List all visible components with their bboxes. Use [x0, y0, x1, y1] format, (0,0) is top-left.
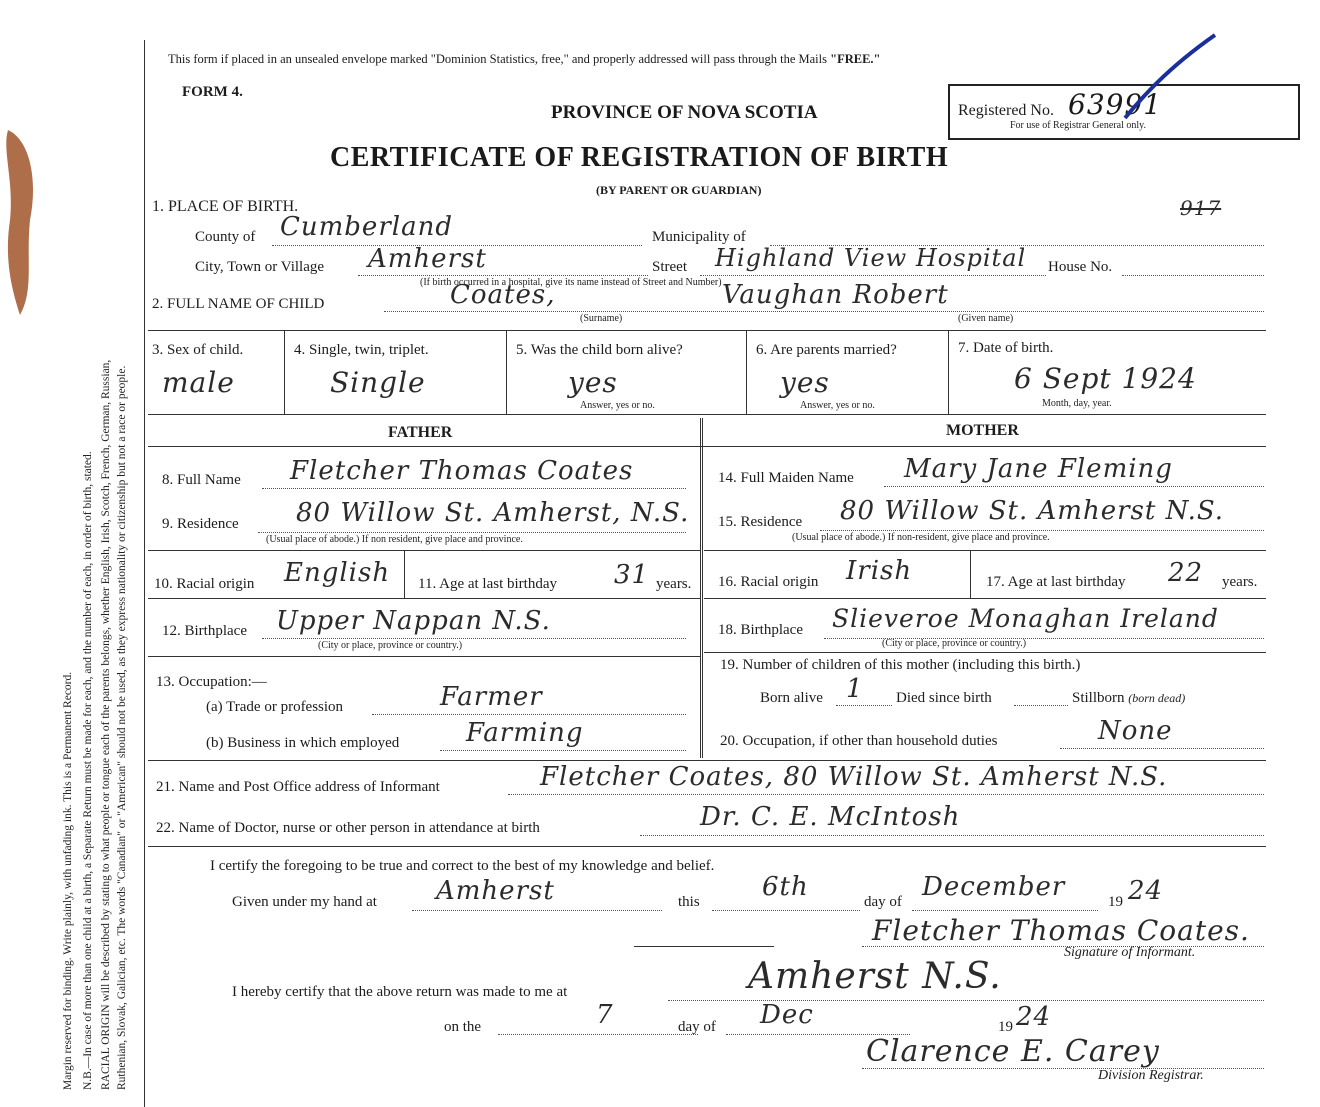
place-heading: 1. PLACE OF BIRTH. — [152, 198, 299, 215]
father-name-value: Fletcher Thomas Coates — [290, 456, 634, 486]
given-place: Amherst — [436, 876, 555, 906]
mother-name-value: Mary Jane Fleming — [904, 454, 1173, 484]
this-label: this — [678, 894, 700, 910]
registrar-signature: Clarence E. Carey — [866, 1034, 1160, 1069]
binding-rule — [144, 40, 145, 1107]
mother-residence-label: 15. Residence — [718, 514, 803, 530]
year-prefix: 19 — [1108, 894, 1123, 910]
month-value: December — [922, 872, 1066, 902]
registration-note: For use of Registrar General only. — [1010, 120, 1146, 131]
registrar-day-of-label: day of — [678, 1019, 716, 1035]
certificate-subtitle: (BY PARENT OR GUARDIAN) — [596, 183, 762, 197]
registration-label: Registered No. — [958, 102, 1054, 119]
mother-age-value: 22 — [1168, 558, 1204, 588]
alive-value: yes — [568, 366, 618, 399]
mother-heading: MOTHER — [946, 422, 1019, 439]
married-label: 6. Are parents married? — [756, 342, 897, 358]
plurality-label: 4. Single, twin, triplet. — [294, 342, 429, 358]
alive-answer-note: Answer, yes or no. — [580, 400, 655, 411]
alive-label: 5. Was the child born alive? — [516, 342, 683, 358]
dob-value: 6 Sept 1924 — [1014, 362, 1197, 395]
mother-years: years. — [1222, 574, 1258, 590]
father-name-label: 8. Full Name — [162, 472, 241, 488]
father-heading: FATHER — [388, 424, 453, 441]
city-label: City, Town or Village — [195, 259, 325, 275]
mother-age-label: 17. Age at last birthday — [986, 574, 1126, 590]
dob-note: Month, day, year. — [1042, 398, 1112, 409]
registration-number: 63991 — [1068, 88, 1163, 121]
father-business-value: Farming — [466, 718, 584, 748]
street-value: Highland View Hospital — [715, 244, 1027, 272]
registrar-place: Amherst N.S. — [748, 956, 1002, 997]
father-birthplace-label: 12. Birthplace — [162, 623, 247, 639]
born-alive-label: Born alive — [760, 690, 823, 706]
form-number: FORM 4. — [182, 84, 243, 100]
father-racial-label: 10. Racial origin — [154, 576, 255, 592]
stain-mark — [0, 120, 42, 320]
father-age-value: 31 — [614, 560, 650, 590]
born-alive-value: 1 — [846, 674, 864, 704]
margin-note-3: RACIAL ORIGIN will be described by stating to what people or tongue each of the parents belongs, whether English, Irish, Scotch, French, German, Russian, — [100, 359, 112, 1090]
sex-label: 3. Sex of child. — [152, 342, 244, 358]
mother-name-label: 14. Full Maiden Name — [718, 470, 854, 486]
child-given-name: Vaughan Robert — [722, 280, 949, 310]
margin-note-2: N.B.—In case of more than one child at a birth, a Separate Return must be made for each, and the number of each, in order of birth, stated. — [82, 451, 94, 1090]
sex-value: male — [162, 366, 235, 399]
father-occupation-label: 13. Occupation:— — [156, 674, 267, 690]
child-name-label: 2. FULL NAME OF CHILD — [152, 296, 325, 312]
father-racial-value: English — [284, 558, 391, 588]
father-trade-label: (a) Trade or profession — [206, 699, 344, 715]
mail-notice: This form if placed in an unsealed envelope marked "Dominion Statistics, free," and properly addressed will pass through the Mails "FREE." — [168, 52, 881, 66]
on-the-label: on the — [444, 1019, 482, 1035]
mother-birthplace-value: Slieveroe Monaghan Ireland — [832, 604, 1219, 633]
child-surname: Coates, — [450, 280, 556, 310]
father-business-label: (b) Business in which employed — [206, 735, 400, 751]
given-name-note: (Given name) — [958, 313, 1014, 324]
children-label: 19. Number of children of this mother (including this birth.) — [720, 657, 1081, 673]
father-residence-note: (Usual place of abode.) If non resident, give place and province. — [266, 534, 523, 545]
father-trade-value: Farmer — [440, 682, 543, 712]
surname-note: (Surname) — [580, 313, 623, 324]
mother-occupation-label: 20. Occupation, if other than household duties — [720, 733, 998, 749]
hospital-note: (If birth occurred in a hospital, give its name instead of Street and Number) — [420, 277, 722, 288]
registrar-month: Dec — [760, 1000, 814, 1030]
mother-racial-label: 16. Racial origin — [718, 574, 819, 590]
died-since-birth-label: Died since birth — [896, 690, 992, 706]
division-registrar-label: Division Registrar. — [1098, 1068, 1204, 1083]
county-label: County of — [195, 229, 256, 245]
informant-signature: Fletcher Thomas Coates. — [872, 914, 1250, 947]
registrar-year-prefix: 19 — [998, 1019, 1013, 1035]
doctor-value: Dr. C. E. McIntosh — [700, 802, 961, 832]
father-birthplace-value: Upper Nappan N.S. — [276, 606, 551, 636]
father-residence-label: 9. Residence — [162, 516, 239, 532]
father-age-label: 11. Age at last birthday — [418, 576, 557, 592]
registrar-year: 24 — [1016, 1002, 1052, 1032]
married-answer-note: Answer, yes or no. — [800, 400, 875, 411]
year-value: 24 — [1128, 876, 1164, 906]
doctor-label: 22. Name of Doctor, nurse or other person in attendance at birth — [156, 820, 540, 836]
province-title: PROVINCE OF NOVA SCOTIA — [551, 102, 818, 123]
county-value: Cumberland — [280, 212, 453, 242]
city-value: Amherst — [368, 244, 487, 274]
corner-number: 917 — [1180, 196, 1222, 220]
blue-check-mark — [1120, 30, 1220, 130]
day-value: 6th — [762, 872, 809, 902]
certificate-title: CERTIFICATE OF REGISTRATION OF BIRTH — [330, 142, 949, 173]
father-birthplace-note: (City or place, province or country.) — [318, 640, 463, 651]
father-residence-value: 80 Willow St. Amherst, N.S. — [296, 498, 690, 528]
dob-label: 7. Date of birth. — [958, 340, 1054, 356]
day-of-label: day of — [864, 894, 902, 910]
registrar-statement: I hereby certify that the above return was made to me at — [232, 984, 568, 1000]
mother-birthplace-label: 18. Birthplace — [718, 622, 803, 638]
father-years: years. — [656, 576, 692, 592]
street-label: Street — [652, 259, 687, 275]
margin-note-1: Margin reserved for binding. Write plainly, with unfading ink. This is a Permanent Record. — [62, 671, 74, 1090]
certification-statement: I certify the foregoing to be true and correct to the best of my knowledge and belief. — [210, 858, 715, 874]
mother-residence-note: (Usual place of abode.) If non-resident, give place and province. — [792, 532, 1050, 543]
margin-note-4: Ruthenian, Slovak, Galician, etc. The words "Canadian" or "American" should not be used, as they express nationality or citizenship but not a race or people. — [116, 365, 128, 1090]
mother-occupation-value: None — [1098, 716, 1173, 746]
mother-birthplace-note: (City or place, province or country.) — [882, 638, 1027, 649]
mother-residence-value: 80 Willow St. Amherst N.S. — [840, 496, 1225, 526]
municipality-label: Municipality of — [652, 229, 746, 245]
married-value: yes — [780, 366, 830, 399]
plurality-value: Single — [330, 366, 426, 399]
given-under-label: Given under my hand at — [232, 894, 377, 910]
registrar-day: 7 — [596, 1000, 614, 1030]
mother-racial-value: Irish — [846, 556, 913, 586]
house-label: House No. — [1048, 259, 1113, 275]
informant-value: Fletcher Coates, 80 Willow St. Amherst N.S. — [540, 762, 1168, 792]
stillborn-label: Stillborn (born dead) — [1072, 690, 1186, 706]
informant-label: 21. Name and Post Office address of Informant — [156, 779, 440, 795]
signature-informant-label: Signature of Informant. — [1064, 945, 1196, 960]
